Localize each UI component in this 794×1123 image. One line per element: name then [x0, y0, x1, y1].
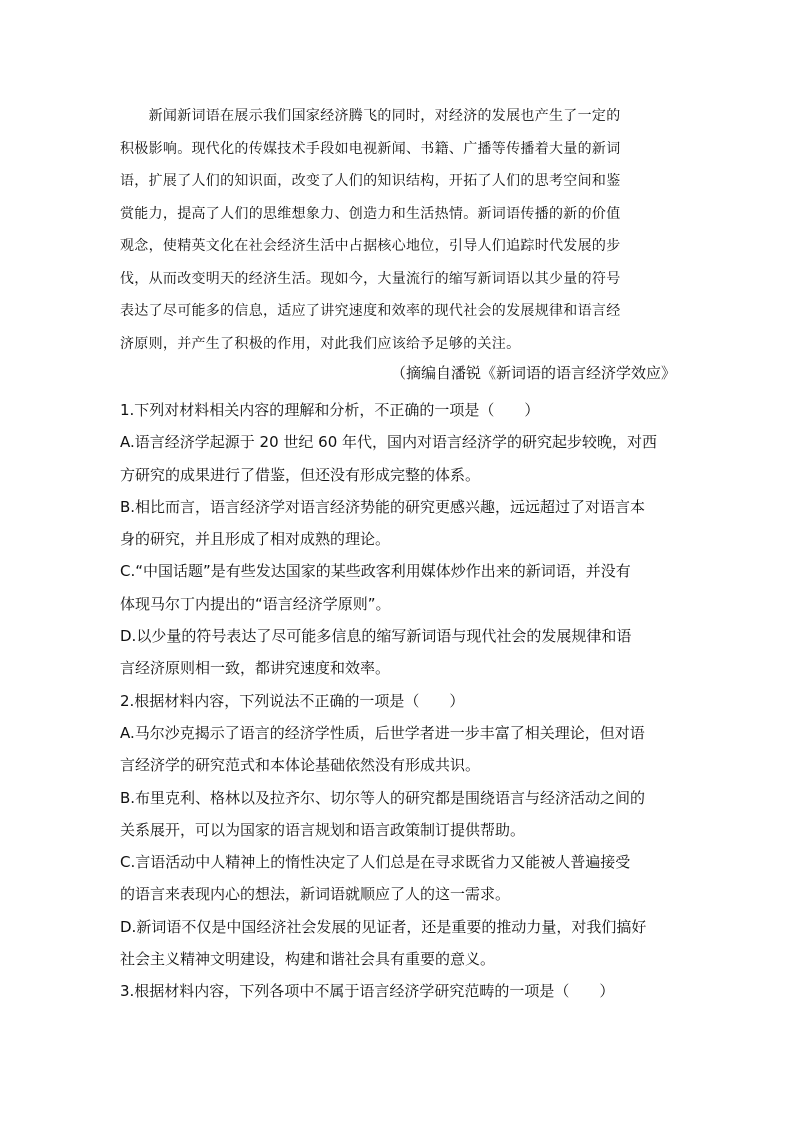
question-2-option-d: D.新词语不仅是中国经济社会发展的见证者，还是重要的推动力量，对我们搞好: [120, 917, 647, 936]
question-1-option-c-cont: 体现马尔丁内提出的“语言经济学原则”。: [120, 594, 391, 613]
passage-line: 积极影响。现代化的传媒技术手段如电视新闻、书籍、广播等传播着大量的新词: [120, 140, 621, 157]
reading-passage: [120, 100, 676, 360]
question-2-option-c-cont: 的语言来表现内心的想法，新词语就顺应了人的这一需求。: [120, 885, 511, 904]
passage-line: 伐，从而改变明天的经济生活。现如今，大量流行的缩写新词语以其少量的符号: [120, 270, 621, 287]
question-1-option-d: D.以少量的符号表达了尽可能多信息的缩写新词语与现代社会的发展规律和语: [120, 627, 632, 646]
passage-line: 赏能力，提高了人们的思维想象力、创造力和生活热情。新词语传播的新的价值: [120, 205, 621, 222]
question-1-option-d-cont: 言经济原则相一致，都讲究速度和效率。: [120, 659, 391, 678]
question-2-option-a: A.马尔沙克揭示了语言的经济学性质，后世学者进一步丰富了相关理论，但对语: [120, 723, 645, 742]
question-1-stem: 1.下列对材料相关内容的理解和分析，不正确的一项是（ ）: [120, 401, 540, 419]
passage-line: 济原则，并产生了积极的作用，对此我们应该给予足够的关注。: [120, 335, 521, 352]
question-1-option-a-cont: 方研究的成果进行了借鉴，但还没有形成完整的体系。: [120, 465, 481, 484]
question-2-option-b-cont: 关系展开，可以为国家的语言规划和语言政策制订提供帮助。: [120, 820, 526, 839]
question-1-option-b: B.相比而言，语言经济学对语言经济势能的研究更感兴趣，远远超过了对语言本: [120, 497, 646, 516]
question-2-option-b: B.布里克利、格林以及拉齐尔、切尔等人的研究都是围绕语言与经济活动之间的: [120, 788, 646, 807]
question-1-option-c: C.“中国话题”是有些发达国家的某些政客利用媒体炒作出来的新词语，并没有: [120, 562, 631, 581]
question-2-option-d-cont: 社会主义精神文明建设，构建和谐社会具有重要的意义。: [120, 950, 496, 969]
passage-line: 观念，使精英文化在社会经济生活中占据核心地位，引导人们追踪时代发展的步: [120, 238, 621, 254]
source-citation: （摘编自潘锐《新词语的语言经济学效应》: [390, 364, 676, 382]
passage-line: 表达了尽可能多的信息，适应了讲究速度和效率的现代社会的发展规律和语言经: [120, 303, 621, 319]
question-1-option-a: A.语言经济学起源于 20 世纪 60 年代，国内对语言经济学的研究起步较晚，对西: [120, 433, 658, 452]
question-2-stem: 2.根据材料内容，下列说法不正确的一项是（ ）: [120, 691, 465, 710]
question-2-option-a-cont: 言经济学的研究范式和本体论基础依然没有形成共识。: [120, 756, 481, 775]
question-2-option-c: C.言语活动中人精神上的惰性决定了人们总是在寻求既省力又能被人普遍接受: [120, 853, 631, 872]
passage-line: 语，扩展了人们的知识面，改变了人们的知识结构，开拓了人们的思考空间和鉴: [120, 173, 621, 189]
question-list: [120, 394, 676, 1008]
question-3-stem: 3.根据材料内容，下列各项中不属于语言经济学研究范畴的一项是（ ）: [120, 982, 615, 1001]
passage-line: 新闻新词语在展示我们国家经济腾飞的同时，对经济的发展也产生了一定的: [120, 108, 621, 124]
question-1-option-b-cont: 身的研究，并且形成了相对成熟的理论。: [120, 530, 391, 549]
